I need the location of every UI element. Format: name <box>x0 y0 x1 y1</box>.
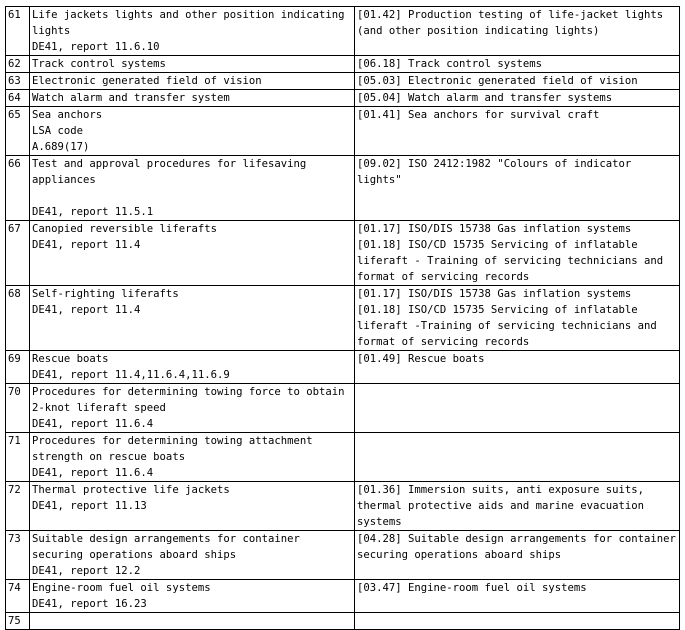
related-standards <box>355 7 680 56</box>
item-description <box>30 7 355 56</box>
item-reference: DE41, report 11.4,11.6.4,11.6.9 <box>32 369 230 381</box>
item-title: Sea anchors <box>32 109 103 121</box>
item-title: Procedures for determining towing force to obtain 2-knot liferaft speed <box>32 386 345 414</box>
table-row <box>6 73 680 90</box>
item-reference: DE41, report 11.4 <box>32 239 141 251</box>
row-number: 74 <box>6 580 30 613</box>
standard-reference: [06.18] Track control systems <box>357 58 542 70</box>
related-standards <box>355 482 680 531</box>
standard-reference: [04.28] Suitable design arrangements for container securing operations aboard ships <box>357 533 676 561</box>
item-title: Procedures for determining towing attachment strength on rescue boats <box>32 435 313 463</box>
table-row <box>6 56 680 73</box>
correspondence-table <box>5 6 680 630</box>
table-row <box>6 221 680 286</box>
item-title: Track control systems <box>32 58 166 70</box>
related-standards <box>355 221 680 286</box>
standard-reference: [01.41] Sea anchors for survival craft <box>357 109 600 121</box>
standard-reference: [05.04] Watch alarm and transfer systems <box>357 92 613 104</box>
table-row <box>6 286 680 351</box>
item-reference: DE41, report 11.13 <box>32 500 147 512</box>
row-number: 65 <box>6 107 30 156</box>
row-number: 68 <box>6 286 30 351</box>
item-description <box>30 384 355 433</box>
related-standards <box>355 531 680 580</box>
table-row <box>6 613 680 630</box>
related-standards <box>355 90 680 107</box>
item-reference: DE41, report 11.6.4 <box>32 418 154 430</box>
related-standards <box>355 56 680 73</box>
table-row <box>6 482 680 531</box>
row-number: 63 <box>6 73 30 90</box>
table-row <box>6 7 680 56</box>
standard-reference: [01.36] Immersion suits, anti exposure suits, thermal protective aids and marine evacuation systems <box>357 484 645 528</box>
item-title: Engine-room fuel oil systems <box>32 582 211 594</box>
table-row <box>6 90 680 107</box>
row-number: 67 <box>6 221 30 286</box>
item-title: Test and approval procedures for lifesaving appliances <box>32 158 307 186</box>
related-standards <box>355 156 680 221</box>
related-standards <box>355 107 680 156</box>
row-number: 66 <box>6 156 30 221</box>
related-standards <box>355 613 680 630</box>
blank-line <box>32 613 352 629</box>
standard-reference: [01.49] Rescue boats <box>357 353 485 365</box>
blank-line <box>32 188 352 204</box>
item-title: Electronic generated field of vision <box>32 75 262 87</box>
table-row <box>6 107 680 156</box>
table-row <box>6 433 680 482</box>
item-reference: A.689(17) <box>32 141 90 153</box>
row-number: 64 <box>6 90 30 107</box>
standard-reference: [05.03] Electronic generated field of vision <box>357 75 638 87</box>
item-description <box>30 56 355 73</box>
item-description <box>30 482 355 531</box>
standard-reference: [01.17] ISO/DIS 15738 Gas inflation systems <box>357 288 632 300</box>
row-number: 75 <box>6 613 30 630</box>
related-standards <box>355 286 680 351</box>
row-number: 73 <box>6 531 30 580</box>
row-number: 69 <box>6 351 30 384</box>
item-title: Rescue boats <box>32 353 109 365</box>
row-number: 70 <box>6 384 30 433</box>
item-reference: DE41, report 11.4 <box>32 304 141 316</box>
item-description <box>30 613 355 630</box>
related-standards <box>355 580 680 613</box>
item-title: Self-righting liferafts <box>32 288 179 300</box>
row-number: 61 <box>6 7 30 56</box>
related-standards <box>355 73 680 90</box>
item-description <box>30 351 355 384</box>
item-description <box>30 107 355 156</box>
item-reference: DE41, report 11.5.1 <box>32 206 154 218</box>
item-description <box>30 73 355 90</box>
item-reference: LSA code <box>32 125 84 137</box>
item-description <box>30 580 355 613</box>
item-description <box>30 90 355 107</box>
item-description <box>30 531 355 580</box>
item-description <box>30 433 355 482</box>
table-row <box>6 156 680 221</box>
item-reference: DE41, report 11.6.4 <box>32 467 154 479</box>
standard-reference: [09.02] ISO 2412:1982 "Colours of indicator lights" <box>357 158 632 186</box>
row-number: 71 <box>6 433 30 482</box>
related-standards <box>355 433 680 482</box>
item-title: Watch alarm and transfer system <box>32 92 230 104</box>
standard-reference: [01.18] ISO/CD 15735 Servicing of inflatable liferaft - Training of servicing technicians and format of servicing records <box>357 239 664 283</box>
item-reference: DE41, report 12.2 <box>32 565 141 577</box>
item-reference: DE41, report 16.23 <box>32 598 147 610</box>
standard-reference: [01.18] ISO/CD 15735 Servicing of inflatable liferaft -Training of servicing technicians and format of servicing records <box>357 304 657 348</box>
standard-reference: [01.42] Production testing of life-jacket lights (and other position indicating lights) <box>357 9 664 37</box>
item-title: Life jackets lights and other position indicating lights <box>32 9 345 37</box>
table-row <box>6 384 680 433</box>
table-row <box>6 580 680 613</box>
item-description <box>30 286 355 351</box>
item-description <box>30 221 355 286</box>
standard-reference: [01.17] ISO/DIS 15738 Gas inflation systems <box>357 223 632 235</box>
table-row <box>6 351 680 384</box>
item-title: Thermal protective life jackets <box>32 484 230 496</box>
item-reference: DE41, report 11.6.10 <box>32 41 160 53</box>
related-standards <box>355 384 680 433</box>
table-row <box>6 531 680 580</box>
row-number: 72 <box>6 482 30 531</box>
related-standards <box>355 351 680 384</box>
standard-reference: [03.47] Engine-room fuel oil systems <box>357 582 587 594</box>
table-body <box>6 7 680 630</box>
row-number: 62 <box>6 56 30 73</box>
item-title: Suitable design arrangements for container securing operations aboard ships <box>32 533 300 561</box>
item-title: Canopied reversible liferafts <box>32 223 217 235</box>
item-description <box>30 156 355 221</box>
